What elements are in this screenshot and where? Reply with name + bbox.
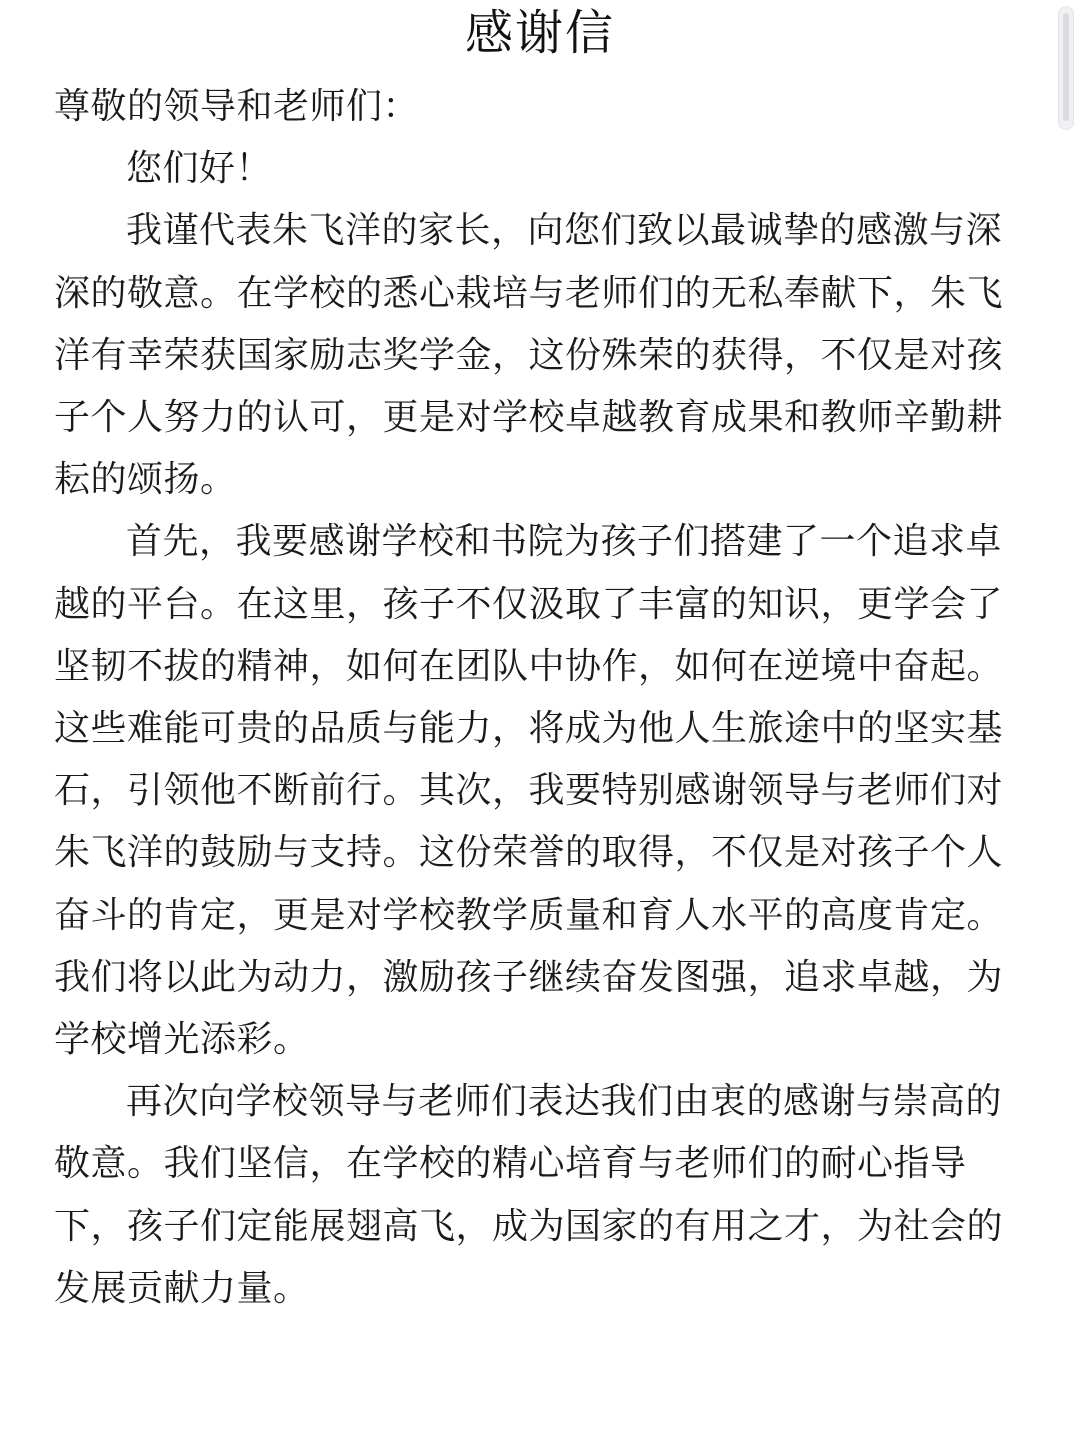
letter-title: 感谢信 [464, 5, 615, 61]
paragraph-3: 再次向学校领导与老师们表达我们由衷的感谢与崇高的敬意。我们坚信，在学校的精心培育与老师们的耐心指导下，孩子们定能展翅高飞，成为国家的有用之才，为社会的发展贡献力量。 [54, 1081, 1004, 1309]
scrollbar[interactable] [1058, 6, 1074, 130]
scrollbar-thumb[interactable] [1063, 13, 1069, 121]
paragraph-2: 首先，我要感谢学校和书院为孩子们搭建了一个追求卓越的平台。在这里，孩子不仅汲取了丰富的知识，更学会了坚韧不拔的精神，如何在团队中协作，如何在逆境中奋起。这些难能可贵的品质与能力，将成为他人生旅途中的坚实基石，引领他不断前行。其次，我要特别感谢领导与老师们对朱飞洋的鼓励与支持。这份荣誉的取得，不仅是对孩子个人奋斗的肯定，更是对学校教学质量和育人水平的高度肯定。我们将以此为动力，激励孩子继续奋发图强，追求卓越，为学校增光添彩。 [54, 521, 1004, 1061]
letter-body [54, 76, 1018, 1320]
paragraph-1: 我谨代表朱飞洋的家长，向您们致以最诚挚的感激与深深的敬意。在学校的悉心栽培与老师们的无私奉献下，朱飞洋有幸荣获国家励志奖学金，这份殊荣的获得，不仅是对孩子个人努力的认可，更是对学校卓越教育成果和教师辛勤耕耘的颂扬。 [54, 210, 1004, 501]
greeting: 您们好！ [126, 148, 273, 190]
salutation: 尊敬的领导和老师们： [54, 86, 420, 127]
